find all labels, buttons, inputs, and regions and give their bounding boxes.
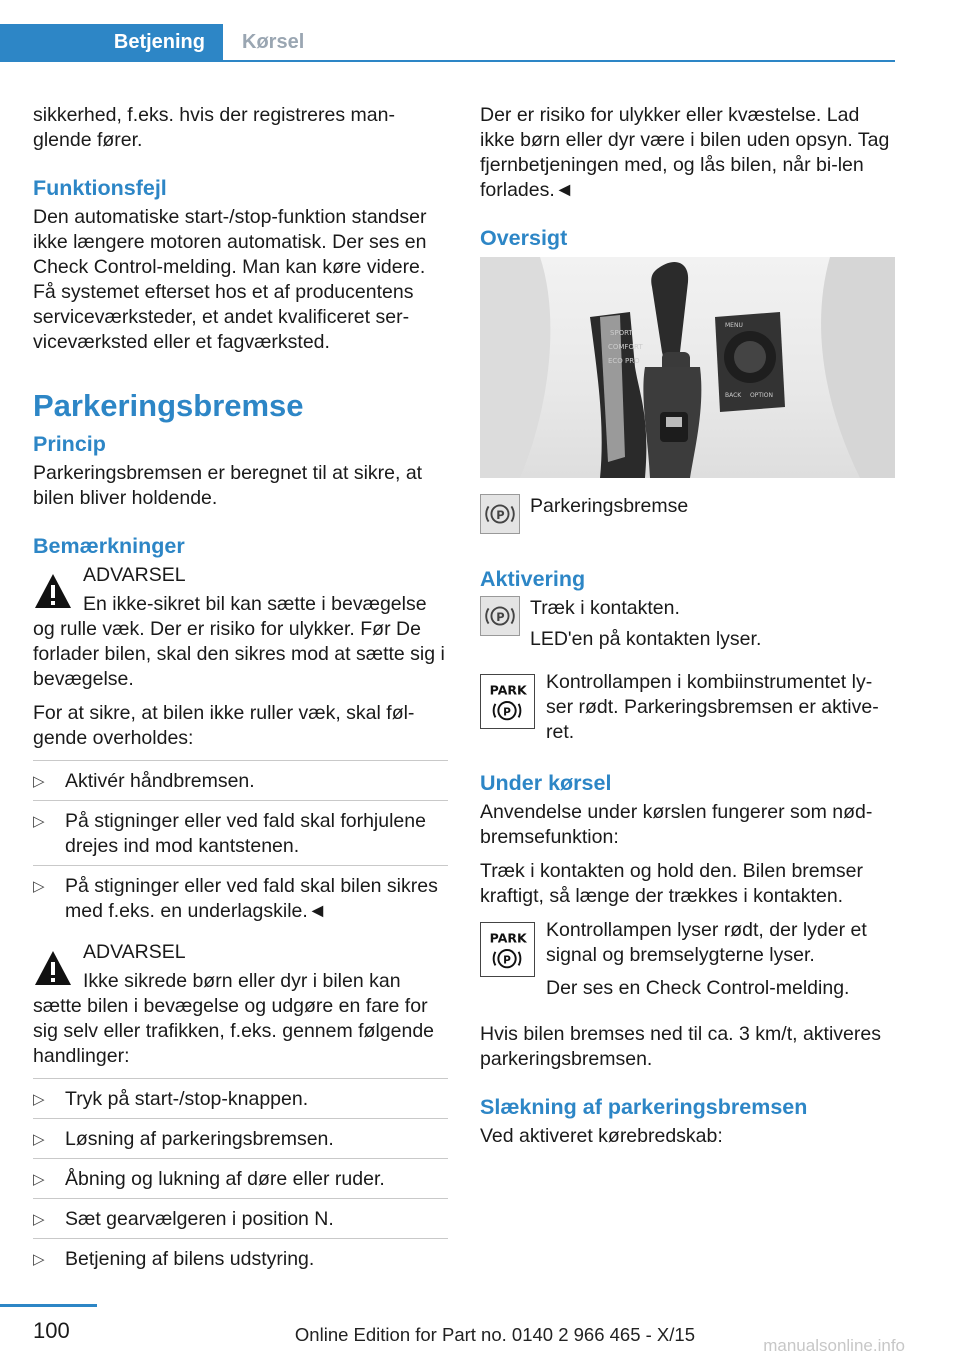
svg-text:P: P xyxy=(503,954,511,967)
console-illustration xyxy=(480,257,895,478)
park-lamp-text-1: Kontrollampen i kombiinstrumentet ly-ser rødt. Parkeringsbremsen er aktive-ret. xyxy=(546,671,879,743)
list-item: ▷ Aktivér håndbremsen. xyxy=(33,760,448,800)
heading-oversigt: Oversigt xyxy=(480,226,568,250)
princip-paragraph: Parkeringsbremsen er beregnet til at sikre, at bilen bliver holdende. xyxy=(33,462,423,509)
heading-princip: Princip xyxy=(33,432,106,456)
aktivering-step-2: LED'en på kontakten lyser. xyxy=(530,628,762,650)
center-console-photo xyxy=(480,257,895,478)
funktionsfejl-paragraph: Den automatiske start-/stop-funktion standser ikke længere motoren automatisk. Der ses en Check Control-melding. Man kan køre videre. Få systemet efterset hos et af producentens serviceværksteder, et andet kvalificeret ser-viceværksted eller et fagværksted. xyxy=(33,206,427,353)
bullet-triangle-icon: ▷ xyxy=(33,773,45,790)
warning-block-2 xyxy=(33,940,448,1069)
warning-1-text: En ikke-sikret bil kan sætte i bevægelse og rulle væk. Der er risiko for ulykker. Før De forlader bilen, skal den sikres mod at sætte sig i bevægelse. xyxy=(33,593,445,690)
hvis-paragraph: Hvis bilen bremses ned til ca. 3 km/t, aktiveres parkeringsbremsen. xyxy=(480,1023,881,1070)
heading-parkeringsbremse: Parkeringsbremse xyxy=(33,388,304,423)
sikre-paragraph: For at sikre, at bilen ikke ruller væk, skal føl-gende overholdes: xyxy=(33,702,415,749)
parking-brake-switch-icon xyxy=(480,494,520,534)
svg-text:MENU: MENU xyxy=(725,322,743,329)
svg-text:BACK: BACK xyxy=(725,392,742,399)
bullet-triangle-icon: ▷ xyxy=(33,878,45,895)
traek-paragraph: Træk i kontakten og hold den. Bilen bremser kraftigt, så længe der trækkes i kontakten. xyxy=(480,860,863,907)
heading-aktivering: Aktivering xyxy=(480,567,586,591)
park-lamp-row-1 xyxy=(480,670,895,750)
list-item: ▷ Åbning og lukning af døre eller ruder. xyxy=(33,1158,448,1198)
warning-triangle-icon xyxy=(33,571,73,611)
svg-text:ECO PRO: ECO PRO xyxy=(608,357,640,365)
park-warning-lamp-icon xyxy=(480,674,535,729)
parking-brake-switch-icon xyxy=(480,596,520,636)
risiko-paragraph: Der er risiko for ulykker eller kvæstelse. Lad ikke børn eller dyr være i bilen uden opsyn. Tag fjernbetjeningen med, og lås bilen, når bi-len forlades.◄ xyxy=(480,104,890,201)
heading-bemaerkninger: Bemærkninger xyxy=(33,534,185,558)
heading-under-korsel: Under kørsel xyxy=(480,771,612,795)
header-tabs xyxy=(0,0,895,64)
heading-funktionsfejl: Funktionsfejl xyxy=(33,176,167,200)
svg-text:OPTION: OPTION xyxy=(750,392,773,399)
warning-block-1 xyxy=(33,563,448,692)
svg-text:P: P xyxy=(503,706,511,719)
warning-2-text: Ikke sikrede børn eller dyr i bilen kan sætte bilen i bevægelse og udgøre en fare for sig selv eller trafikken, f.eks. gennem følgende handlinger: xyxy=(33,970,435,1067)
watermark: manualsonline.info xyxy=(763,1336,905,1355)
bullet-triangle-icon: ▷ xyxy=(33,1171,45,1188)
bullet-triangle-icon: ▷ xyxy=(33,1091,45,1108)
aktivering-row xyxy=(480,596,895,652)
edition-note: Online Edition for Part no. 0140 2 966 465 - X/15 xyxy=(294,1324,695,1345)
list-item: ▷ Løsning af parkeringsbremsen. xyxy=(33,1118,448,1158)
list-item: ▷ Sæt gearvælgeren i position N. xyxy=(33,1198,448,1238)
svg-text:PARK: PARK xyxy=(489,682,527,698)
svg-text:P: P xyxy=(496,609,505,624)
list-sikring xyxy=(33,760,448,930)
park-lamp-text-2: Kontrollampen lyser rødt, der lyder et signal og bremselygterne lyser. xyxy=(546,919,867,966)
heading-slaekning: Slækning af parkeringsbremsen xyxy=(480,1095,808,1119)
list-handlinger xyxy=(33,1078,448,1278)
svg-text:COMFORT: COMFORT xyxy=(608,343,643,351)
list-item: ▷ På stigninger eller ved fald skal bilen sikres med f.eks. en underlagskile.◄ xyxy=(33,865,448,930)
warning-1-title: ADVARSEL xyxy=(83,564,186,586)
right-column xyxy=(480,103,895,1158)
park-lamp-text-3: Der ses en Check Control-melding. xyxy=(546,977,850,999)
anvendelse-paragraph: Anvendelse under kørslen fungerer som nød-bremsefunktion: xyxy=(480,801,873,848)
aktivering-step-1: Træk i kontakten. xyxy=(530,597,680,619)
tab-korsel[interactable]: Kørsel xyxy=(242,31,305,53)
bullet-triangle-icon: ▷ xyxy=(33,1211,45,1228)
list-item: ▷ Tryk på start-/stop-knappen. xyxy=(33,1078,448,1118)
svg-text:PARK: PARK xyxy=(489,930,527,946)
list-item: ▷ På stigninger eller ved fald skal forhjulene drejes ind mod kantstenen. xyxy=(33,800,448,865)
ved-paragraph: Ved aktiveret kørebredskab: xyxy=(480,1125,723,1147)
bullet-triangle-icon: ▷ xyxy=(33,1251,45,1268)
park-lamp-row-2 xyxy=(480,918,895,1008)
park-warning-lamp-icon xyxy=(480,922,535,977)
left-column xyxy=(33,103,448,1288)
warning-triangle-icon xyxy=(33,948,73,988)
caption-row xyxy=(480,494,895,538)
svg-text:P: P xyxy=(496,507,505,522)
list-item: ▷ Betjening af bilens udstyring. xyxy=(33,1238,448,1278)
tab-betjening[interactable]: Betjening xyxy=(0,24,223,61)
intro-paragraph: sikkerhed, f.eks. hvis der registreres man-glende fører. xyxy=(33,104,395,151)
svg-text:SPORT: SPORT xyxy=(610,329,633,337)
warning-2-title: ADVARSEL xyxy=(83,941,186,963)
caption-parkeringsbremse: Parkeringsbremse xyxy=(530,495,689,517)
bullet-triangle-icon: ▷ xyxy=(33,813,45,830)
header-rule xyxy=(0,60,895,62)
page-number: 100 xyxy=(33,1318,70,1343)
bullet-triangle-icon: ▷ xyxy=(33,1131,45,1148)
footer-rule xyxy=(0,1304,97,1307)
